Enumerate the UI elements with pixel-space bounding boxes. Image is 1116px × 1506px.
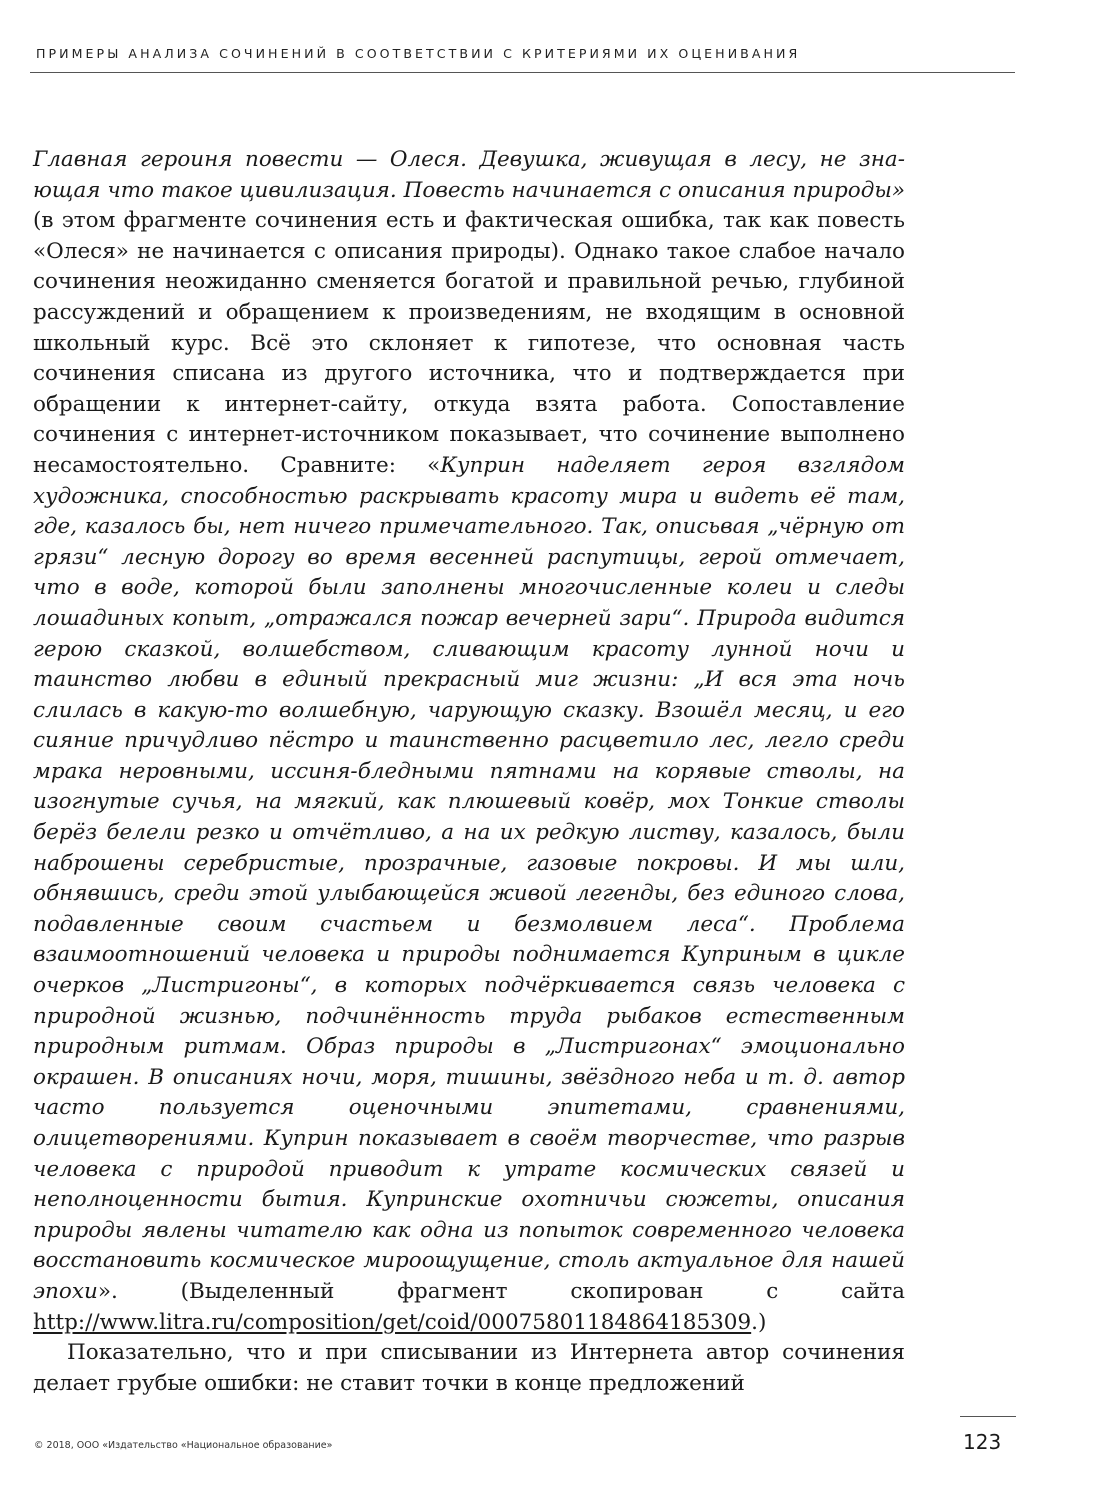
copyright-notice: © 2018, ООО «Издательство «Национальное образование»: [34, 1440, 333, 1451]
commentary-close: .): [751, 1309, 767, 1335]
copied-fragment: Куприн наделяет героя взглядом художника, способностью раскрывать красоту мира и видеть её там, где, казалось бы, нет ничего примечательного. Так, описьвая „чёрную от грязи“ лесную дорогу во время весенней распутицы, герой отмечает, что в воде, которой были заполнены многочисленные колеи и следы лошадиных копыт, „отражался пожар вечерней зари“. Природа видится герою сказкой, волшебством, сливающим красоту лунной ночи и таинство любви в единый прекрасный миг жизни: „И вся эта ночь слилась в какую-то волшебную, чарующую сказку. Взошёл месяц, и его сияние причудливо пёстро и таинственно расцветило лес, легло среди мрака неровными, иссиня-бледными пятнами на корявые стволы, на изогнутые сучья, на мягкий, как плюшевый ковёр, мох Тонкие стволы берёз белели резко и отчётливо, а на их редкую листву, казалось, были наброшены серебристые, прозрачные, газовые покровы. И мы шли, обнявшись, среди этой улыбающейся живой легенды, без единого слова, подавленные своим счастьем и безмолвием леса“. Проблема взаимоотношений человека и природы поднимается Куприным в цикле очерков „Листригоны“, в которых подчёркивается связь человека с природной жизнью, подчинённость труда рыбаков естественным природным ритмам. Образ природы в „Листригонах“ эмоционально окрашен. В описаниях ночи, моря, тишины, звёздного неба и т. д. автор часто пользуется оценочными эпитетами, сравнениями, олицетворениями. Куприн показывает в своём творчестве, что разрыв человека с природой приводит к утрате космических связей и неполноценности бытия. Купринские охотничьи сюжеты, описания природы явлены читателю как одна из попыток современного человека восстановить космическое мироощущение, столь актуальное для нашей эпохи: [33, 452, 906, 1304]
header-divider: [30, 72, 1015, 73]
source-link[interactable]: http://www.litra.ru/composition/get/coid/00075801184864185309: [33, 1309, 752, 1335]
commentary-text: (в этом фрагменте сочинения есть и фактическая ошибка, так как повесть «Олеся» не начинается с описания природы). Однако такое слабое начало сочинения неожиданно сменяется богатой и правильной речью, глубиной рассуждений и обращением к произведениям, не входящим в основной школьный курс. Всё это склоняет к гипотезе, что основная часть сочинения списана из другого источника, что и подтверждается при обращении к интернет-сайту, откуда взята работа. Сопоставление сочинения с интернет-источником показывает, что сочинение выполнено несамостоятельно. Сравните: «: [33, 208, 905, 478]
page-number: 123: [963, 1430, 1002, 1454]
page-body: [33, 145, 905, 1399]
paragraph-analysis: [33, 145, 905, 1338]
paragraph-errors: [33, 1338, 905, 1399]
footer-divider: [960, 1416, 1016, 1417]
essay-quote-opening: Главная героиня повести — Олеся. Девушка, живущая в лесу, не знающая что такое цивилизация. Повесть начинается с описания природы»: [33, 147, 905, 203]
commentary-source-note: ». (Выделенный фрагмент скопирован с сайта: [97, 1278, 905, 1304]
running-header: ПРИМЕРЫ АНАЛИЗА СОЧИНЕНИЙ В СООТВЕТСТВИИ С КРИТЕРИЯМИ ИХ ОЦЕНИВАНИЯ: [36, 46, 801, 61]
paragraph-errors-text: Показательно, что и при списывании из Интернета автор сочинения делает грубые ошибки: не ставит точки в конце предложений: [33, 1340, 905, 1396]
